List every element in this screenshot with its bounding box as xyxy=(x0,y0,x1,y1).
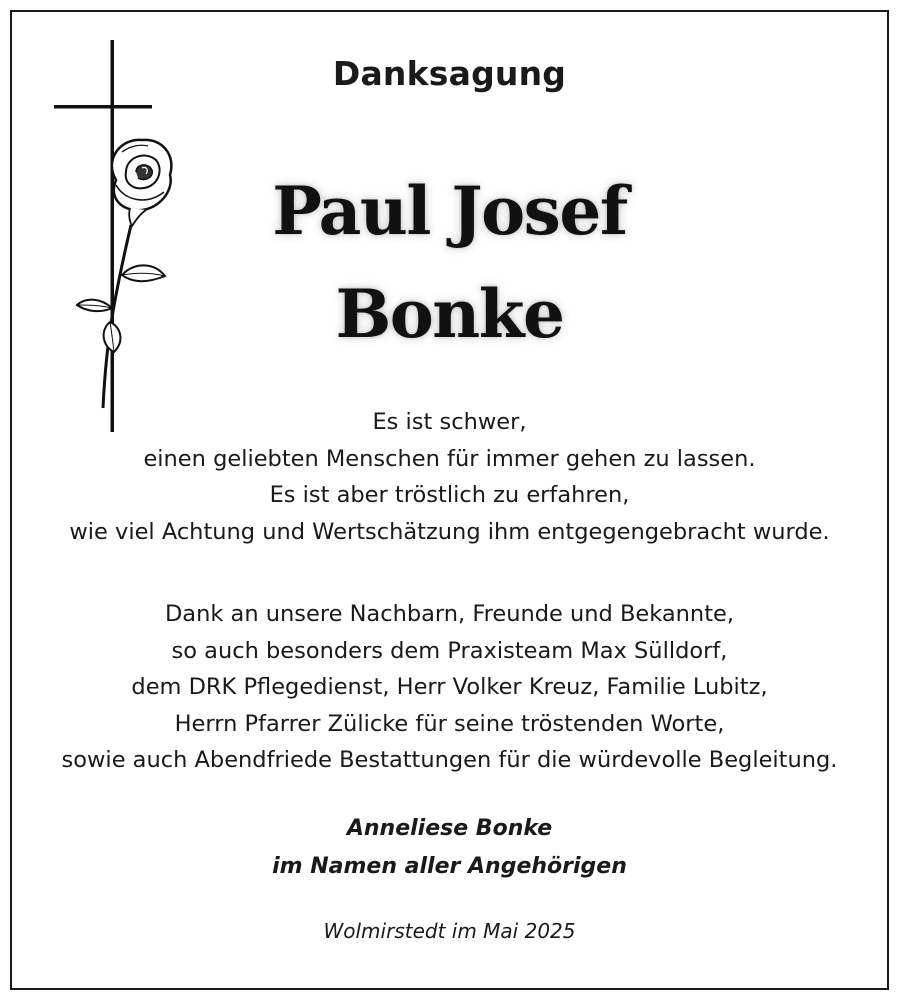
message-line: wie viel Achtung und Wertschätzung ihm entgegengebracht wurde. xyxy=(69,518,830,545)
message-line: Es ist schwer, xyxy=(372,409,527,435)
message-paragraph-2 xyxy=(12,596,887,779)
place-date: Wolmirstedt im Mai 2025 xyxy=(323,919,576,943)
signature xyxy=(12,810,887,886)
message-line: so auch besonders dem Praxisteam Max Sülldorf, xyxy=(171,637,728,664)
obituary-card xyxy=(10,10,889,990)
page-title: Danksagung xyxy=(332,54,567,93)
message-line: dem DRK Pflegedienst, Herr Volker Kreuz, Familie Lubitz, xyxy=(131,674,768,700)
deceased-name-last: Bonke xyxy=(335,275,564,353)
signature-subline: im Namen aller Angehörigen xyxy=(272,854,627,879)
deceased-name-first: Paul Josef xyxy=(272,172,627,250)
message-paragraph-1 xyxy=(12,404,887,550)
message-line: Herrn Pfarrer Zülicke für seine tröstenden Worte, xyxy=(174,710,725,737)
message-line: sowie auch Abendfriede Bestattungen für die würdevolle Begleitung. xyxy=(61,747,838,773)
message-line: Dank an unsere Nachbarn, Freunde und Bekannte, xyxy=(164,601,735,627)
message-line: einen geliebten Menschen für immer gehen zu lassen. xyxy=(143,445,756,472)
signature-name: Anneliese Bonke xyxy=(346,816,553,841)
message-line: Es ist aber tröstlich zu erfahren, xyxy=(269,482,630,508)
